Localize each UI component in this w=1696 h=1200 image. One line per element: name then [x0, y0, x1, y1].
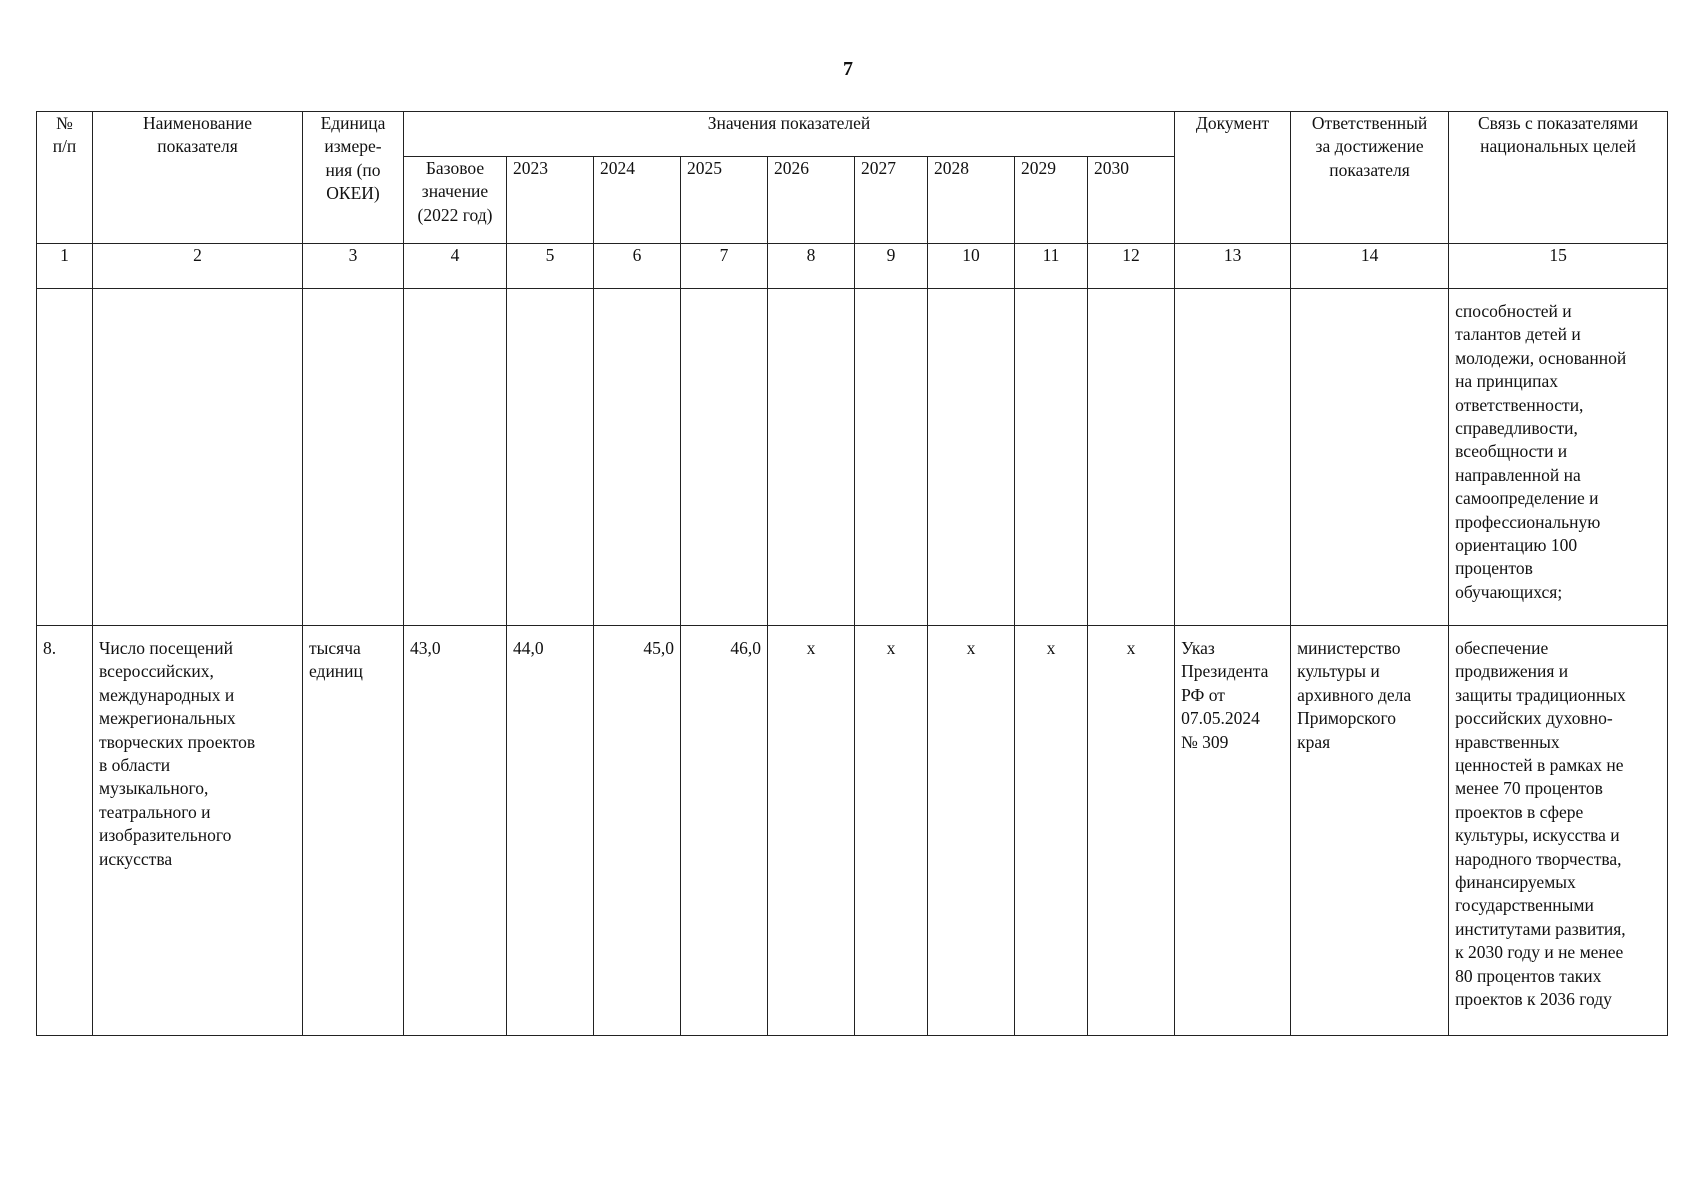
empty-cell	[303, 289, 404, 626]
header-row	[37, 112, 1668, 157]
header-num: № п/п	[37, 112, 93, 244]
value-2027-cell: x	[855, 626, 928, 1036]
column-number: 15	[1449, 244, 1668, 289]
value-2028-cell: x	[928, 626, 1015, 1036]
column-number: 9	[855, 244, 928, 289]
empty-cell	[507, 289, 594, 626]
value-2029-cell: x	[1015, 626, 1088, 1036]
header-values-group: Значения показателей	[404, 112, 1175, 157]
column-number: 8	[768, 244, 855, 289]
empty-cell	[1088, 289, 1175, 626]
header-year: 2029	[1015, 157, 1088, 244]
header-year: 2024	[594, 157, 681, 244]
column-number: 3	[303, 244, 404, 289]
column-number: 12	[1088, 244, 1175, 289]
header-name: Наименование показателя	[93, 112, 303, 244]
empty-cell	[855, 289, 928, 626]
column-number: 6	[594, 244, 681, 289]
table-row-8	[37, 626, 1668, 1036]
empty-cell	[1015, 289, 1088, 626]
empty-cell	[1291, 289, 1449, 626]
empty-cell	[93, 289, 303, 626]
header-year: 2023	[507, 157, 594, 244]
unit-cell: тысяча единиц	[303, 626, 404, 1036]
base-value-cell: 43,0	[404, 626, 507, 1036]
header-unit: Единица измере- ния (по ОКЕИ)	[303, 112, 404, 244]
empty-cell	[37, 289, 93, 626]
national-goals-link-cell: способностей и талантов детей и молодежи, основанной на принципах ответственности, справедливости, всеобщности и направленной на самоопределение и профессиональную ориентацию 100 процентов обучающихся;	[1449, 289, 1668, 626]
column-number: 11	[1015, 244, 1088, 289]
value-2023-cell: 44,0	[507, 626, 594, 1036]
header-year: 2026	[768, 157, 855, 244]
column-number: 4	[404, 244, 507, 289]
column-number: 14	[1291, 244, 1449, 289]
empty-cell	[928, 289, 1015, 626]
column-number-row	[37, 244, 1668, 289]
document-cell: Указ Президента РФ от 07.05.2024 № 309	[1175, 626, 1291, 1036]
responsible-cell: министерство культуры и архивного дела Приморского края	[1291, 626, 1449, 1036]
column-number: 5	[507, 244, 594, 289]
header-document: Документ	[1175, 112, 1291, 244]
header-year: 2028	[928, 157, 1015, 244]
empty-cell	[768, 289, 855, 626]
value-2030-cell: x	[1088, 626, 1175, 1036]
column-number: 7	[681, 244, 768, 289]
header-year: 2027	[855, 157, 928, 244]
value-2026-cell: x	[768, 626, 855, 1036]
header-link: Связь с показателями национальных целей	[1449, 112, 1668, 244]
column-number: 2	[93, 244, 303, 289]
row-number-cell: 8.	[37, 626, 93, 1036]
column-number: 10	[928, 244, 1015, 289]
empty-cell	[1175, 289, 1291, 626]
national-goals-link-cell: обеспечение продвижения и защиты традиционных российских духовно- нравственных ценностей в рамках не менее 70 процентов проектов в сфере культуры, искусства и народного творчества, финансируемых государственными институтами развития, к 2030 году и не менее 80 процентов таких проектов к 2036 году	[1449, 626, 1668, 1036]
empty-cell	[681, 289, 768, 626]
indicator-name-cell: Число посещений всероссийских, международных и межрегиональных творческих проектов в области музыкального, театрального и изобразительного искусства	[93, 626, 303, 1036]
header-year: 2025	[681, 157, 768, 244]
column-number: 13	[1175, 244, 1291, 289]
page-number: 7	[843, 58, 853, 80]
header-responsible: Ответственный за достижение показателя	[1291, 112, 1449, 244]
header-year: 2030	[1088, 157, 1175, 244]
value-2024-cell: 45,0	[594, 626, 681, 1036]
indicators-table	[36, 111, 1668, 1036]
empty-cell	[594, 289, 681, 626]
table-row-continued	[37, 289, 1668, 626]
column-number: 1	[37, 244, 93, 289]
empty-cell	[404, 289, 507, 626]
value-2025-cell: 46,0	[681, 626, 768, 1036]
header-base: Базовое значение (2022 год)	[404, 157, 507, 244]
